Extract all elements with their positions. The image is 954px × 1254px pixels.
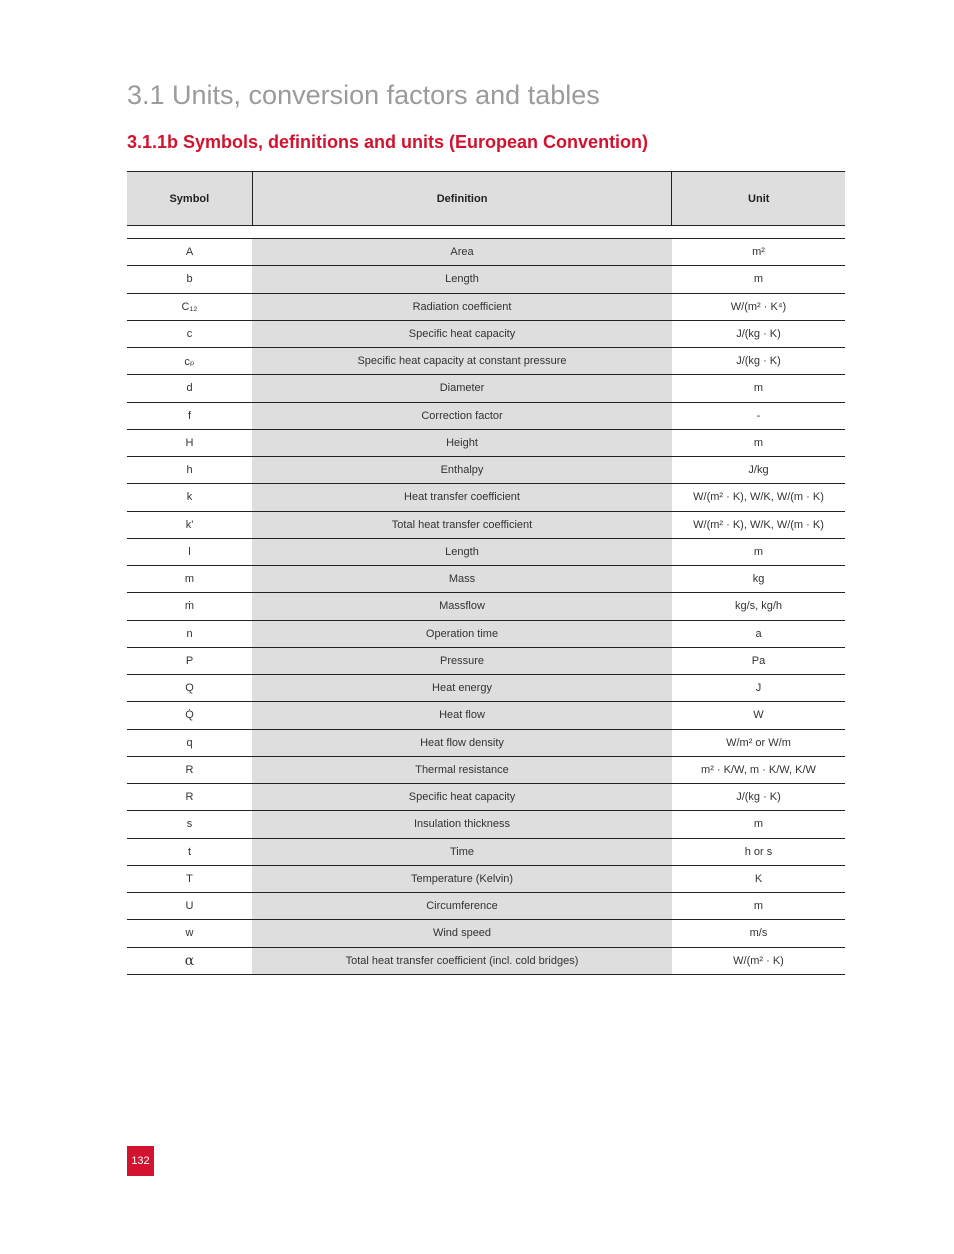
cell-definition: Specific heat capacity at constant pressure xyxy=(252,348,672,374)
cell-unit: W/(m² · K⁴) xyxy=(730,300,787,313)
table-row xyxy=(127,757,845,784)
table-row xyxy=(127,893,845,920)
cell-definition: Area xyxy=(252,239,672,265)
table-spacer xyxy=(127,226,845,239)
cell-symbol: k' xyxy=(185,518,194,531)
cell-unit: W/m² or W/m xyxy=(726,736,791,749)
cell-symbol: n xyxy=(186,627,193,640)
cell-unit: Pa xyxy=(751,654,766,667)
cell-definition: Operation time xyxy=(252,621,672,647)
cell-definition: Diameter xyxy=(252,375,672,401)
cell-symbol: f xyxy=(187,409,192,422)
cell-definition: Wind speed xyxy=(252,920,672,946)
table-header-row xyxy=(127,171,845,226)
cell-symbol: U xyxy=(185,900,194,913)
cell-unit: m xyxy=(753,436,764,449)
cell-symbol: C₁₂ xyxy=(181,300,198,313)
header-definition: Definition xyxy=(252,172,673,225)
table-row xyxy=(127,730,845,757)
table-row xyxy=(127,457,845,484)
cell-definition: Massflow xyxy=(252,593,672,619)
cell-unit: m/s xyxy=(749,927,768,940)
cell-definition: Correction factor xyxy=(252,403,672,429)
cell-unit: J xyxy=(755,682,762,695)
cell-definition: Enthalpy xyxy=(252,457,672,483)
cell-unit: m² · K/W, m · K/W, K/W xyxy=(701,763,816,776)
cell-unit: - xyxy=(756,409,761,422)
cell-unit: J/(kg · K) xyxy=(736,791,781,804)
cell-unit: W/(m² · K), W/K, W/(m · K) xyxy=(693,518,824,531)
header-unit: Unit xyxy=(748,192,770,205)
cell-unit: m xyxy=(753,382,764,395)
cell-unit: W xyxy=(753,709,764,722)
cell-symbol: k xyxy=(186,491,193,504)
cell-symbol: Q xyxy=(185,682,194,695)
cell-symbol: s xyxy=(186,818,193,831)
cell-symbol: l xyxy=(188,545,191,558)
section-subtitle: 3.1.1b Symbols, definitions and units (European Convention) xyxy=(127,132,649,152)
cell-symbol: A xyxy=(185,246,194,259)
cell-definition: Mass xyxy=(252,566,672,592)
cell-unit: m² xyxy=(752,246,765,259)
cell-symbol: w xyxy=(185,927,194,940)
table-row xyxy=(127,866,845,893)
cell-unit: m xyxy=(753,273,764,286)
cell-symbol: c xyxy=(186,327,193,340)
header-symbol: Symbol xyxy=(169,192,210,205)
cell-definition: Thermal resistance xyxy=(252,757,672,783)
cell-unit: h or s xyxy=(744,845,773,858)
table-row xyxy=(127,566,845,593)
cell-symbol: R xyxy=(185,763,194,776)
table-row xyxy=(127,702,845,729)
cell-unit: kg/s, kg/h xyxy=(734,600,783,613)
cell-definition: Length xyxy=(252,539,672,565)
cell-definition: Total heat transfer coefficient (incl. cold bridges) xyxy=(252,948,672,974)
table-row xyxy=(127,512,845,539)
cell-symbol: T xyxy=(186,872,193,885)
table-row xyxy=(127,593,845,620)
cell-symbol: R xyxy=(185,791,194,804)
symbols-table xyxy=(127,171,845,975)
table-row xyxy=(127,920,845,947)
table-row xyxy=(127,348,845,375)
cell-unit: m xyxy=(753,900,764,913)
table-body xyxy=(127,239,845,975)
cell-unit: W/(m² · K), W/K, W/(m · K) xyxy=(693,491,824,504)
cell-symbol: Q̇ xyxy=(185,709,194,722)
cell-symbol: ṁ xyxy=(184,600,195,613)
table-row xyxy=(127,839,845,866)
cell-symbol: α xyxy=(184,952,195,969)
table-row xyxy=(127,675,845,702)
table-row xyxy=(127,621,845,648)
cell-symbol: m xyxy=(184,573,195,586)
cell-symbol: t xyxy=(187,845,192,858)
table-row xyxy=(127,948,845,975)
cell-unit: kg xyxy=(752,573,765,586)
page-number: 132 xyxy=(127,1146,154,1176)
cell-definition: Heat transfer coefficient xyxy=(252,484,672,510)
table-row xyxy=(127,648,845,675)
table-row xyxy=(127,403,845,430)
table-row xyxy=(127,484,845,511)
table-row xyxy=(127,539,845,566)
cell-unit: K xyxy=(754,872,763,885)
page-title: 3.1 Units, conversion factors and tables xyxy=(127,80,600,110)
cell-definition: Heat flow xyxy=(252,702,672,728)
cell-symbol: H xyxy=(185,436,194,449)
cell-definition: Circumference xyxy=(252,893,672,919)
cell-definition: Temperature (Kelvin) xyxy=(252,866,672,892)
table-row xyxy=(127,294,845,321)
table-row xyxy=(127,430,845,457)
cell-symbol: b xyxy=(186,273,193,286)
cell-unit: a xyxy=(755,627,762,640)
cell-unit: J/(kg · K) xyxy=(736,355,781,368)
cell-definition: Specific heat capacity xyxy=(252,321,672,347)
cell-symbol: P xyxy=(185,654,194,667)
table-row xyxy=(127,375,845,402)
cell-definition: Pressure xyxy=(252,648,672,674)
cell-definition: Specific heat capacity xyxy=(252,784,672,810)
cell-unit: m xyxy=(753,818,764,831)
cell-unit: J/(kg · K) xyxy=(736,327,781,340)
cell-symbol: q xyxy=(186,736,193,749)
cell-definition: Total heat transfer coefficient xyxy=(252,512,672,538)
cell-unit: W/(m² · K) xyxy=(733,954,784,967)
cell-definition: Heat energy xyxy=(252,675,672,701)
table-row xyxy=(127,266,845,293)
cell-symbol: d xyxy=(186,382,193,395)
table-row xyxy=(127,811,845,838)
cell-unit: m xyxy=(753,545,764,558)
cell-unit: J/kg xyxy=(748,464,769,477)
cell-definition: Insulation thickness xyxy=(252,811,672,837)
table-row xyxy=(127,321,845,348)
cell-definition: Height xyxy=(252,430,672,456)
cell-definition: Heat flow density xyxy=(252,730,672,756)
cell-definition: Time xyxy=(252,839,672,865)
table-row xyxy=(127,784,845,811)
table-row xyxy=(127,239,845,266)
cell-definition: Length xyxy=(252,266,672,292)
cell-definition: Radiation coefficient xyxy=(252,294,672,320)
cell-symbol: cₚ xyxy=(184,355,195,368)
cell-symbol: h xyxy=(186,464,193,477)
